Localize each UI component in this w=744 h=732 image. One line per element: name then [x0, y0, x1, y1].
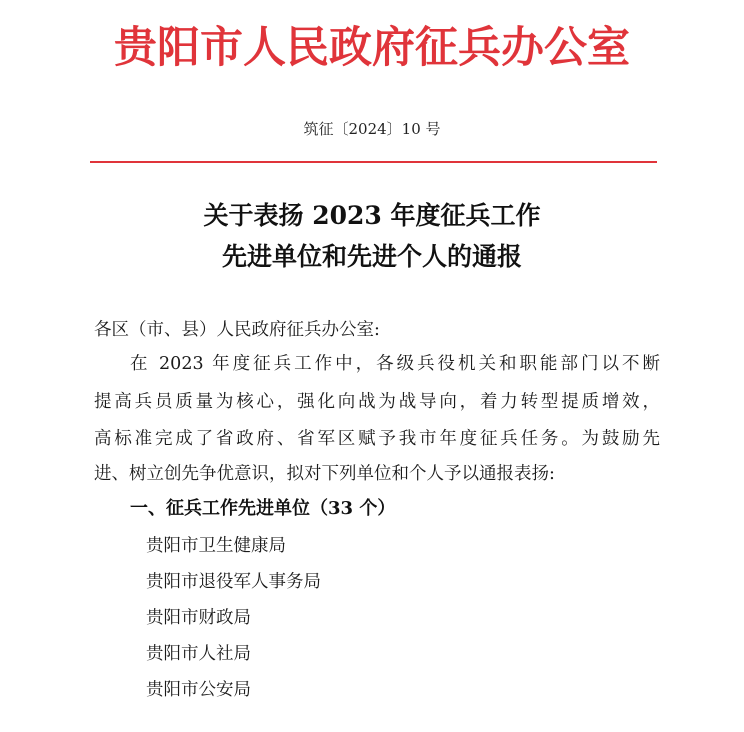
- document-number: 筑征〔2024〕10 号: [303, 120, 441, 138]
- list-item: 贵阳市人社局: [146, 644, 251, 664]
- document-title-line-2: 先进单位和先进个人的通报: [221, 242, 522, 271]
- list-item: 贵阳市财政局: [146, 608, 251, 628]
- document-title-line-1: 关于表扬 2023 年度征兵工作: [203, 201, 541, 230]
- paragraph-line: 在 2023 年度征兵工作中，各级兵役机关和职能部门以不断: [130, 354, 660, 374]
- paragraph-line: 高标准完成了省政府、省军区赋予我市年度征兵任务。为鼓励先: [94, 429, 660, 449]
- paragraph-line: 进、树立创先争优意识，拟对下列单位和个人予以通报表扬:: [94, 464, 555, 484]
- issuer-header: 贵阳市人民政府征兵办公室: [114, 23, 630, 73]
- list-item: 贵阳市卫生健康局: [146, 536, 286, 556]
- section-heading: 一、征兵工作先进单位（33 个）: [130, 498, 396, 519]
- advanced-unit-list: [146, 534, 321, 714]
- salutation: 各区（市、县）人民政府征兵办公室:: [94, 320, 380, 340]
- red-divider-line: [90, 161, 657, 163]
- paragraph-line: 提高兵员质量为核心，强化向战为战导向，着力转型提质增效，: [94, 392, 660, 412]
- list-item: 贵阳市公安局: [146, 680, 251, 700]
- list-item: 贵阳市退役军人事务局: [146, 572, 321, 592]
